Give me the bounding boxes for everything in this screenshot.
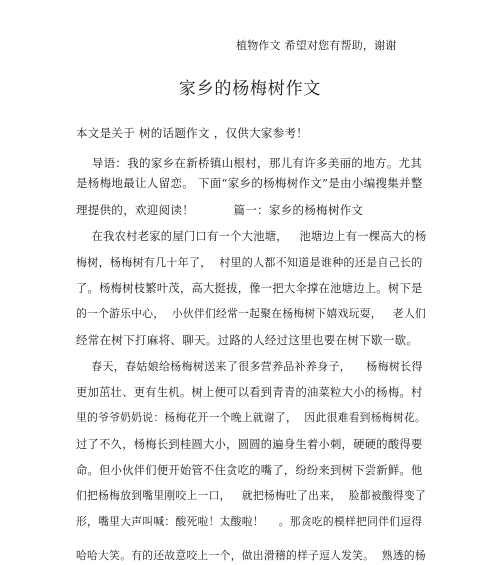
document-title: 家乡的杨梅树作文	[178, 79, 322, 99]
body-line: 哈哈大笑。有的还故意咬上一个，做出滑稽的样子逗人发笑。 熟透的杨	[76, 549, 426, 562]
body-line: 在我农村老家的屋门口有一个大池塘， 池塘边上有一棵高大的杨	[76, 230, 427, 243]
body-line: 导语：我的家乡在新桥镇山根村，那儿有许多美丽的地方。尤其	[76, 156, 423, 170]
body-line: 春天，春姑娘给杨梅树送来了很多营养品补养身子， 杨梅树长得	[76, 360, 423, 373]
body-line: 命。但小伙伴们便开始管不住贪吃的嘴了，纷纷来到树下尝新鲜。他	[76, 464, 423, 477]
body-line: 理提供的，欢迎阅读！ 篇一：家乡的杨梅树作文	[76, 203, 364, 217]
body-line: 梅树，杨梅树有几十年了， 村里的人都不知道是谁种的还是自己长的	[76, 256, 423, 269]
body-line: 的一个游乐中心， 小伙伴们经常一起聚在杨梅树下嬉戏玩耍， 老人们	[76, 307, 427, 320]
body-line: 过了不久，杨梅长到桂圆大小，圆圆的遍身生着小刺，硬硬的酸得要	[76, 438, 423, 451]
header-note: 植物作文 希望对您有帮助，谢谢	[236, 39, 397, 52]
body-line: 是杨梅地最让人留恋。 下面“家乡的杨梅树作文”是由小编搜集并整	[76, 176, 423, 190]
body-line: 了。杨梅树枝繁叶茂，高大挺拔，像一把大伞撑在池塘边上。树下是	[76, 282, 423, 295]
body-line: 们把杨梅放到嘴里刚咬上一口， 就把杨梅吐了出来， 脸都被酸得变了	[76, 489, 427, 502]
body-line: 形，嘴里大声叫喊：酸死啦！太酸啦！ 。那贪吃的模样把同伴们逗得	[76, 515, 423, 528]
body-line: 更加茁壮、更有生机。树上便可以看到青青的油菜粒大小的杨梅。村	[76, 386, 423, 399]
body-line: 里的爷爷奶奶说：杨梅花开一个晚上就谢了， 因此很难看到杨梅树花。	[76, 411, 426, 424]
body-line: 经常在树下打麻将、聊天。过路的人经过这里也要在树下歇一歇。	[76, 333, 419, 347]
intro-line: 本文是关于 树的话题作文 ，仅供大家参考！	[76, 126, 309, 140]
